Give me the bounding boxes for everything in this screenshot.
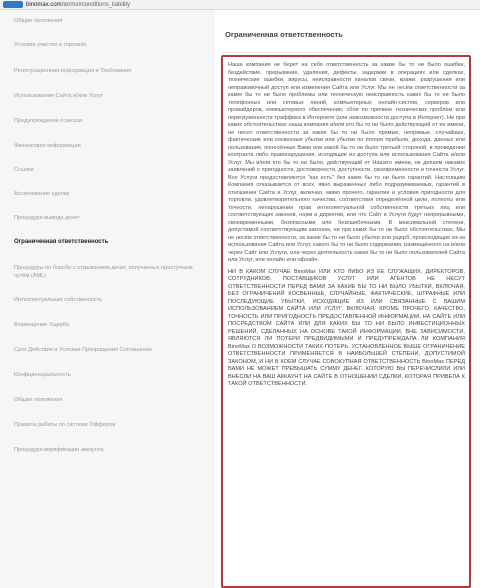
- sidebar-nav: [0, 10, 215, 588]
- main-content: [215, 10, 480, 588]
- sidebar-item-verification[interactable]: Процедура верификации аккаунта: [14, 447, 104, 453]
- browser-address-bar[interactable]: [0, 0, 480, 10]
- sidebar-item-risk-warning[interactable]: Предупреждение о рисках: [14, 118, 83, 124]
- sidebar-item-limited-liability[interactable]: Ограниченная ответственность: [14, 239, 109, 245]
- sidebar-item-trade-assignment[interactable]: Ассигнование сделки: [14, 191, 70, 197]
- sidebar-item-links[interactable]: Ссылки: [14, 167, 34, 173]
- sidebar-item-registration[interactable]: Регистрационная информация и Требования: [14, 68, 132, 74]
- sidebar-item-financial-info[interactable]: Финансовая информация: [14, 143, 81, 149]
- sidebar-item-trading-conditions[interactable]: Условия участия в торговле: [14, 42, 87, 48]
- sidebar-item-indemnification[interactable]: Возмещение Ущерба: [14, 322, 70, 328]
- sidebar-item-intellectual-property[interactable]: Интеллектуальная собственность: [14, 297, 103, 303]
- divider: [223, 52, 473, 53]
- sidebar-item-withdrawal[interactable]: Процедура вывода денег: [14, 215, 80, 221]
- sidebar-item-privacy[interactable]: Конфиденциальность: [14, 372, 71, 378]
- sidebar-item-general[interactable]: Общие положения: [14, 18, 63, 24]
- liability-caps-paragraph: НИ В КАКОМ СЛУЧАЕ BinoMax ИЛИ КТО ЛИБО ИЗ ЕЕ СЛУЖАЩИХ, ДИРЕКТОРОВ, СОТРУДНИКОВ, ПОСТАВЩИКОВ УСЛУГ ИЛИ АГЕНТОВ НЕ НЕСУТ ОТВЕТСТВЕННОСТИ ПЕРЕД ВАМИ ЗА КАКИЕ БЫ ТО НИ БЫЛО УБЫТКИ, ВКЛЮЧАЯ, БЕЗ ОГРАНИЧЕНИЙ КОСВЕННЫЕ, СЛУЧАЙНЫЕ, ФАКТИЧЕСКИЕ, ШТРАФНЫЕ ИЛИ ПОСЛЕДУЮЩИЕ УБЫТКИ, ИСХОДЯЩИЕ ИЗ ИЛИ СВЯЗАННЫЕ С ВАШИМ ИСПОЛЬЗОВАНИЕМ САЙТА ИЛИ УСЛУГ, ВКЛЮЧАЯ, КРОМЕ ПРОЧЕГО, КАЧЕСТВО, ТОЧНОСТЬ ИЛИ ПРИГОДНОСТЬ ПРЕДОСТАВЛЕННОЙ ИНФОРМАЦИИ, НА САЙТЕ ИЛИ ПОСРЕДСТВОМ САЙТА ИЛИ ДЛЯ КАКИХ БЫ ТО НИ БЫЛО ИНВЕСТИЦИОННЫХ РЕШЕНИЙ, СДЕЛАННЫХ НА ОСНОВЕ ТАКОЙ ИНФОРМАЦИИ, ВНЕ ЗАВИСИМОСТИ, ЯВЛЯЮТСЯ ЛИ ПОТЕРИ ПРЕДВИДИМЫМИ И ПРЕДУПРЕЖДАЛА ЛИ КОМПАНИЯ BinoMax О ВОЗМОЖНОСТИ ТАКИХ ПОТЕРЬ. УСТАНОВЛЕННОЕ ВЫШЕ ОГРАНИЧЕНИЕ ОТВЕТСТВЕННОСТИ ПРИМЕНЯЕТСЯ В НАИБОЛЬШЕЙ СТЕПЕНИ, ДОПУСТИМОЙ ЗАКОНОМ, И НИ В КОЕМ СЛУЧАЕ СОВОКУПНАЯ ОТВЕТСТВЕННОСТЬ BinoMax ПЕРЕД ВАМИ НЕ МОЖЕТ ПРЕВЫШАТЬ СУММУ ДЕНЕГ, КОТОРУЮ ВЫ ПЕРЕЧИСЛИЛИ ИЛИ ВНЕСЛИ НА ВАШ АККАУНТ НА САЙТЕ В ОТНОШЕНИИ СДЕЛКИ, КОТОРАЯ ПРИВЕЛА К ТАКОЙ ОТВЕТСТВЕННОСТИ.: [228, 268, 465, 387]
- url-host: binomax.com: [26, 1, 62, 8]
- secure-badge: [3, 1, 23, 8]
- highlighted-liability-text: [221, 55, 471, 588]
- sidebar-item-site-usage[interactable]: Использование Сайта и/или Услуг: [14, 93, 103, 99]
- url-path: /terms#conditions_liability: [61, 1, 131, 8]
- page-title: Ограниченная ответственность: [225, 30, 343, 39]
- url-text[interactable]: [26, 2, 130, 8]
- sidebar-item-aml[interactable]: Процедуры по борьбе с отмыванием денег, полученных преступным путём (AML): [14, 265, 193, 279]
- liability-paragraph: Наша компания не берет на себя ответственность за какие бы то ни было ошибки, бездействие, прерывание, удаления, дефекты, задержки в операциях или сделках, технические ошибки, вирусы, неисправности каналов связи, кражи, разрушения или неправомочный доступ или изменения Сайта или Услуг. Мы не несём ответственности за какие бы то ни было проблемы или техническую неисправность каких бы то ни было телефонных или сетевых линий, компьютерных онлайн-систем, серверов или провайдеров, компьютерного обеспечения, сбоя по причине технических проблем или перегруженности траффика в Интернете (или невозможности доступа в Интернет). Ни при каких обстоятельствах наша компания и/или кто бы то ни было действующий от ее имени, не несет ответственности за какие бы то ни было прямые, непрямые, случайные, фактические или косвенные убытки или убытки по потере прибыли, дохода, данных или пользования, понесённые Вами или какой бы то ни было третьей стороной, в проведении контракта либо правонарушения, исходящие из доступа или использования Сайта и/или Услуг. Мы и/или кто бы то ни было, действующий от Нашего имени, не делаем никаких заявлений о пригодности, достоверности, доступности, своевременности и точности Услуг. Все Услуги предоставляются "как есть" без каких бы то ни было гарантий. Настоящим Компания отказывается от всех, явно выраженных либо подразумеваемых, гарантий в отношении Сайта и Услуг, включая, мимо прочего, гарантии и условия пригодности для торговли, удовлетворительного качества, соответствия определённой цели, полноты или точности, ненарушения прав интеллектуальной собственности третьих лиц или соответствующих законов, норм и директив, или что Сайт и Услуги будут непрерывными, своевременными, безопасными или безошибочными. В максимальной степени, допустимой соответствующим законом, ни при каких бы то ни было обстоятельствах, Мы не несём ответственности, за какие бы то ни было убытки или ущерб, происходящие из-за использования Сайта или Услуг, какого бы то ни было содержания, размещённого на и/или через Сайт или Услуги, или через деятельность каких бы то ни было пользователей Сайта или Услуг, или онлайн или офлайн.: [228, 62, 465, 263]
- sidebar-item-general-provisions[interactable]: Общие положения: [14, 397, 63, 403]
- sidebar-item-offers-rules[interactable]: Правила работы по системе Офферов: [14, 422, 116, 428]
- sidebar-item-term-termination[interactable]: Срок Действия и Условия Прекращения Соглашения: [14, 347, 152, 353]
